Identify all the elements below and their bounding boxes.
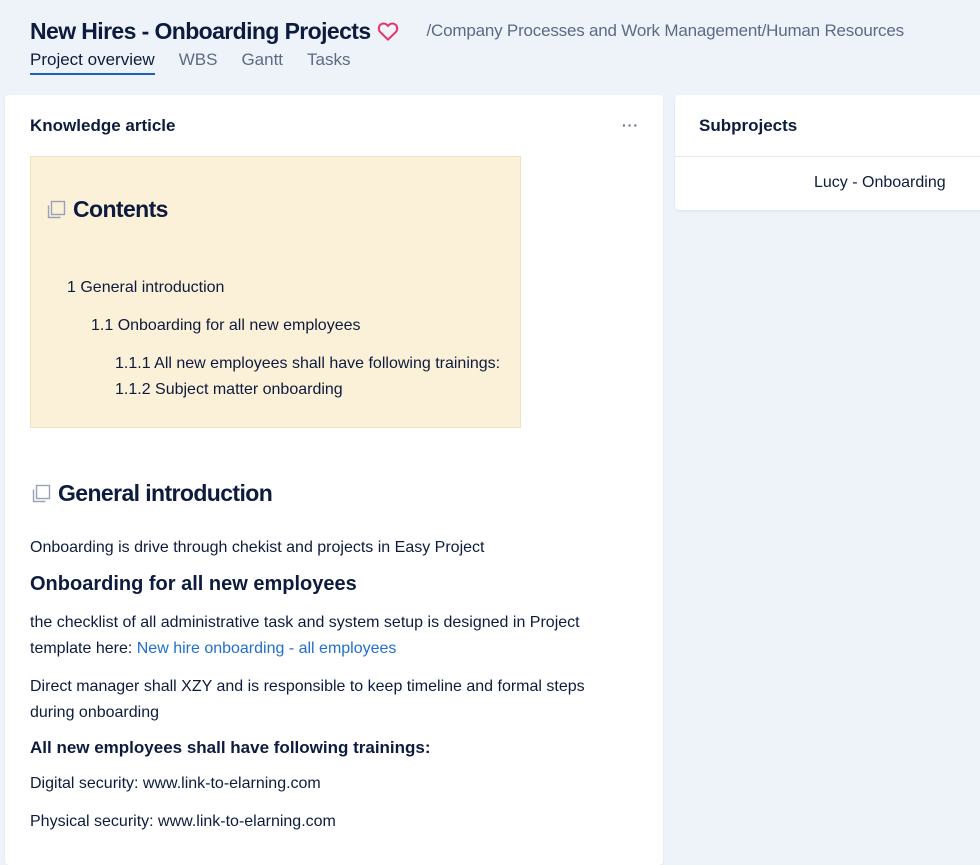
tab-bar (30, 50, 980, 75)
tab-gantt[interactable]: Gantt (241, 50, 284, 69)
manager-text-line-1: Direct manager shall XZY and is responsible to keep timeline and formal steps (30, 678, 585, 695)
page-title: New Hires - Onboarding Projects (30, 17, 371, 44)
toc-heading (45, 196, 168, 223)
digital-security-line: Digital security: www.link-to-elarning.com (30, 775, 321, 792)
toc-heading-text: Contents (73, 196, 168, 222)
checklist-text: the checklist of all administrative task and system setup is designed in Project (30, 614, 580, 631)
subproject-link[interactable]: Lucy - Onboarding (814, 174, 946, 191)
toc-item[interactable]: 1.1.2 Subject matter onboarding (115, 381, 343, 398)
heading-trainings: All new employees shall have following trainings: (30, 738, 431, 757)
checklist-paragraph (30, 610, 630, 662)
intro-paragraph: Onboarding is drive through chekist and projects in Easy Project (30, 539, 485, 556)
toc-item[interactable]: 1 General introduction (67, 279, 225, 296)
template-line (30, 636, 630, 662)
manager-text-line-2: during onboarding (30, 704, 159, 721)
template-prefix: template here: (30, 640, 137, 657)
breadcrumb[interactable]: /Company Processes and Work Management/Human Resources (426, 21, 904, 40)
copy-anchor-icon[interactable] (45, 199, 67, 221)
subprojects-card (675, 95, 980, 210)
toc-item[interactable]: 1.1 Onboarding for all new employees (91, 317, 361, 334)
list-item[interactable] (675, 156, 980, 211)
knowledge-article-card (5, 95, 663, 865)
heading-onboarding-all-employees: Onboarding for all new employees (30, 573, 357, 595)
physical-security-line: Physical security: www.link-to-elarning.com (30, 813, 336, 830)
tab-project-overview[interactable]: Project overview (30, 50, 155, 75)
section-heading-general-introduction (30, 480, 272, 507)
heart-icon[interactable] (377, 21, 399, 41)
section-heading-text: General introduction (58, 480, 273, 506)
page-header (30, 14, 980, 75)
copy-anchor-icon[interactable] (30, 483, 52, 505)
manager-paragraph (30, 674, 630, 726)
table-of-contents (30, 156, 521, 428)
card-title-subprojects: Subprojects (699, 116, 798, 135)
template-link[interactable]: New hire onboarding - all employees (136, 640, 397, 657)
more-options-icon[interactable]: ··· (622, 117, 639, 133)
tab-tasks[interactable]: Tasks (307, 50, 351, 69)
card-title-knowledge-article: Knowledge article (30, 116, 176, 135)
tab-wbs[interactable]: WBS (178, 50, 218, 69)
toc-item[interactable]: 1.1.1 All new employees shall have following trainings: (115, 355, 501, 372)
